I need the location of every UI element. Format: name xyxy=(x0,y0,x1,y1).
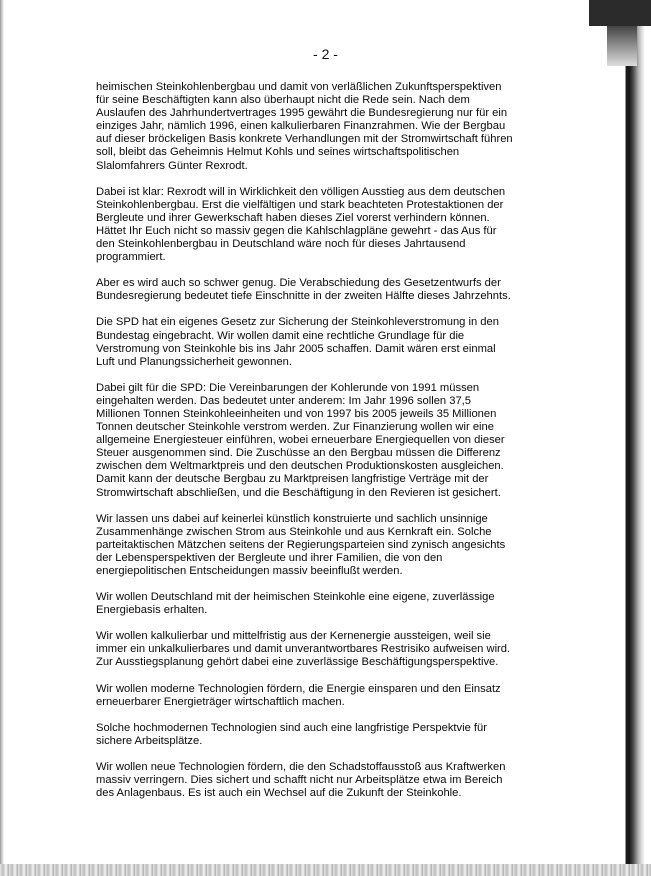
paragraph: Wir wollen moderne Technologien fördern, die Energie einsparen und den Einsatz erneuerbarer Energieträger wirtschaftlich machen. xyxy=(96,682,501,708)
paragraph: Dabei ist klar: Rexrodt will in Wirklichkeit den völligen Ausstieg aus dem deutschen Steinkohlenbergbau. Erst die vielfältigen und stark beachteten Protestaktionen der Bergleute und ihrer Gewerkschaft haben dieses Ziel vorerst verhindern können. Hättet Ihr Euch nicht so massiv gegen die Kahlschlagpläne gewehrt - das Aus für den Steinkohlenbergbau in Deutschland wäre noch für dieses Jahrtausend programmiert. xyxy=(96,185,506,264)
scan-edge-bottom xyxy=(0,864,651,876)
paragraph: Dabei gilt für die SPD: Die Vereinbarungen der Kohlerunde von 1991 müssen eingehalten werden. Das bedeutet unter anderem: Im Jahr 1996 sollen 37,5 Millionen Tonnen Steinkohleeinheiten und von 1997 bis 2005 jeweils 35 Millionen Tonnen deutscher Steinkohle verstrom werden. Zur Finanzierung wollen wir eine allgemeine Energiesteuer einführen, wobei erneuerbare Energiequellen von dieser Steuer ausgenommen sind. Die Zuschüsse an den Bergbau müssen die Differenz zwischen dem Weltmarktpreis und den deutschen Produktionskosten ausgleichen. Damit kann der deutsche Bergbau zu Marktpreisen langfristige Verträge mit der Stromwirtschaft abschließen, und die Beschäftigung in den Revieren ist gesichert. xyxy=(96,381,505,499)
scan-edge-right-line xyxy=(626,0,629,876)
scan-edge-left xyxy=(0,0,4,876)
paragraph: Die SPD hat ein eigenes Gesetz zur Sicherung der Steinkohleverstromung in den Bundestag eingebracht. Wir wollen damit eine rechtliche Grundlage für die Verstromung von Steinkohle bis ins Jahr 2005 schaffen. Damit wären erst einmal Luft und Planungssicherheit gewonnen. xyxy=(96,316,499,368)
paragraph: Solche hochmodernen Technologien sind auch eine langfristige Perspektvie für sichere Arbeitsplätze. xyxy=(96,721,487,747)
paragraph: Wir wollen neue Technologien fördern, die den Schadstoffausstoß aus Kraftwerken massiv verringern. Dies sichert und schafft nicht nur Arbeitsplätze etwa im Bereich des Anlagenbaus. Es ist auch ein Wechsel auf die Zukunft der Steinkohle. xyxy=(96,760,506,800)
paragraph: Aber es wird auch so schwer genug. Die Verabschiedung des Gesetzentwurfs der Bundesregierung bedeutet tiefe Einschnitte in der zweiten Hälfte dieses Jahrzehnts. xyxy=(96,277,511,303)
page-number: - 2 - xyxy=(313,46,338,62)
scan-edge-right xyxy=(611,0,651,876)
paragraph: heimischen Steinkohlenbergbau und damit von verläßlichen Zukunftsperspektiven für seine Beschäftigten kann also überhaupt nicht die Rede sein. Nach dem Auslaufen des Jahrhundertvertrages 1995 gewährt die Bundesregierung nur für ein einziges Jahr, nämlich 1996, einen kalkulierbaren Finanzrahmen. Wie der Bergbau auf dieser bröckeligen Basis konkrete Verhandlungen mit der Stromwirtschaft führen soll, bleibt das Geheimnis Helmut Kohls und seines wirtschaftspolitischen Slalomfahrers Günter Rexrodt. xyxy=(96,81,513,172)
scan-corner-top-right xyxy=(589,0,651,26)
paragraph: Wir wollen Deutschland mit der heimischen Steinkohle eine eigene, zuverlässige Energiebasis erhalten. xyxy=(96,591,495,617)
paragraph: Wir wollen kalkulierbar und mittelfristig aus der Kernenergie aussteigen, weil sie immer ein unkalkulierbares und damit unverantwortbares Restrisiko aufweisen wird. Zur Ausstiegsplanung gehört dabei eine zuverlässige Beschäftigungsperspektive. xyxy=(96,630,511,669)
paragraph: Wir lassen uns dabei auf keinerlei künstlich konstruierte und sachlich unsinnige Zusammenhänge zwischen Strom aus Steinkohle und aus Kernkraft ein. Solche parteitaktischen Mätzchen seitens der Regierungsparteien sind zynisch angesichts der Lebensperspektiven der Bergleute und ihrer Familien, die von den energiepolitischen Entscheidungen massiv beeinflußt werden. xyxy=(96,512,506,577)
document-body xyxy=(96,81,514,813)
